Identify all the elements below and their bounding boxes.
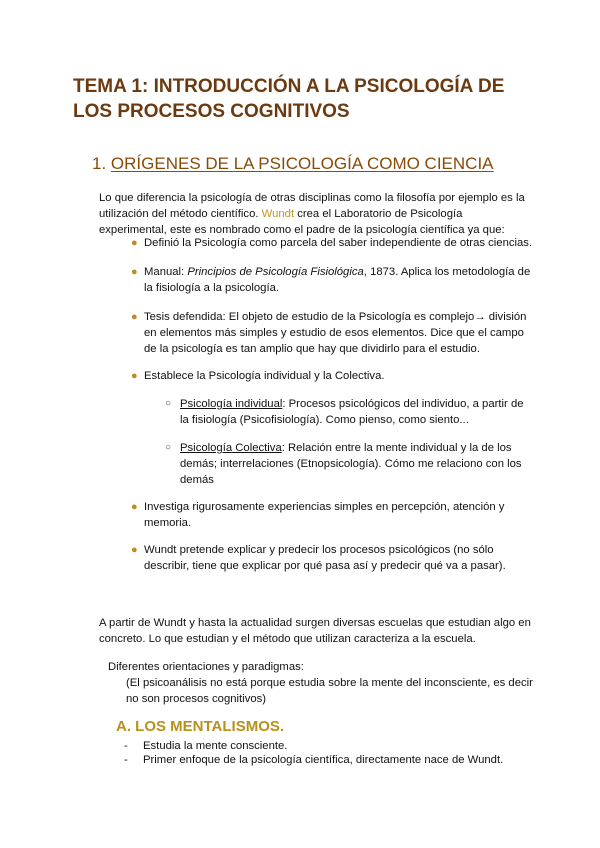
section-a-heading: A. LOS MENTALISMOS.	[116, 718, 285, 735]
title-line-2: LOS PROCESOS COGNITIVOS	[73, 101, 350, 122]
list-item	[131, 499, 544, 531]
bullet-text-line-2: describir, tiene que explicar por qué pasa así y predecir qué va a pasar).	[144, 560, 506, 572]
sub-item-label: Psicología individual	[180, 398, 283, 410]
schools-line-1: A partir de Wundt y hasta la actualidad surgen diversas escuelas que estudian algo en	[99, 617, 531, 629]
document-title	[73, 74, 553, 124]
bullet-icon: ●	[131, 237, 138, 249]
sub-item-text-line-1: : Relación entre la mente individual y la de los	[281, 442, 512, 454]
bullet-icon: ●	[131, 311, 138, 323]
list-item	[131, 368, 544, 384]
section-1-number: 1.	[92, 154, 107, 173]
bullet-icon: ●	[131, 266, 138, 278]
list-item	[131, 309, 554, 357]
orientations-note-line-1: (El psicoanálisis no está porque estudia sobre la mente del inconsciente, es decir	[126, 677, 533, 689]
orientations-heading: Diferentes orientaciones y paradigmas:	[108, 661, 304, 673]
sub-item-text-line-2: la fisiología (Psicofisiología). Como pienso, como siento...	[180, 414, 469, 426]
bullet-text-line-2: en elementos más simples y estudio de esos elementos. Dice que el campo	[144, 327, 524, 339]
intro-line-1: Lo que diferencia la psicología de otras disciplinas como la filosofía por ejemplo es la	[99, 192, 525, 204]
dash-marker: -	[124, 754, 128, 766]
bullet-text-pre: Manual:	[144, 266, 188, 278]
section-1-heading	[92, 154, 494, 174]
bullet-text-line-2: memoria.	[144, 517, 192, 529]
sub-item-label: Psicología Colectiva	[180, 442, 282, 454]
bullet-text-line-1: Wundt pretende explicar y predecir los procesos psicológicos (no sólo	[144, 544, 494, 556]
bullet-text-line-1: Tesis defendida: El objeto de estudio de la Psicología es complejo→ división	[144, 311, 527, 323]
intro-paragraph	[99, 190, 539, 238]
sub-list-item	[165, 440, 550, 488]
sub-item-text-line-3: demás	[180, 474, 214, 486]
title-line-1: TEMA 1: INTRODUCCIÓN A LA PSICOLOGÍA DE	[73, 76, 505, 97]
dash-marker: -	[124, 740, 128, 752]
orientations-note-line-2: no son procesos cognitivos)	[126, 693, 267, 705]
dash-item-text: Estudia la mente consciente.	[143, 740, 288, 752]
list-item	[131, 264, 544, 296]
sub-item-text-line-1: : Procesos psicológicos del individuo, a partir de	[282, 398, 524, 410]
bullet-icon: ●	[131, 370, 138, 382]
sub-bullet-icon: ○	[165, 442, 172, 453]
sub-list-item	[165, 396, 550, 428]
bullet-text: Definió la Psicología como parcela del saber independiente de otras ciencias.	[144, 237, 533, 249]
intro-line-3: experimental, este es nombrado como el padre de la psicología científica ya que:	[99, 224, 505, 236]
dash-item-text: Primer enfoque de la psicología científica, directamente nace de Wundt.	[143, 754, 504, 766]
schools-line-2: concreto. Lo que estudian y el método que utilizan caracteriza a la escuela.	[99, 633, 476, 645]
sub-item-text-line-2: demás; interrelaciones (Etnopsicología). Cómo me relaciono con los	[180, 458, 522, 470]
intro-line-2a: utilización del método científico.	[99, 208, 262, 220]
bullet-text-post: , 1873. Aplica los metodología de	[363, 266, 531, 278]
list-item	[131, 542, 554, 574]
list-item	[131, 235, 544, 251]
intro-line-2b: crea el Laboratorio de Psicología	[294, 208, 463, 220]
bullet-text-line-3: de la psicología es tan amplio que hay que dividirlo para el estudio.	[144, 343, 480, 355]
sub-bullet-icon: ○	[165, 398, 172, 409]
schools-paragraph	[99, 615, 539, 647]
bullet-text-line-2: la fisiología a la psicología.	[144, 282, 280, 294]
bullet-text: Establece la Psicología individual y la Colectiva.	[144, 370, 385, 382]
bullet-text-line-1: Investiga rigurosamente experiencias simples en percepción, atención y	[144, 501, 505, 513]
list-item	[124, 752, 553, 768]
book-title: Principios de Psicología Fisiológica	[187, 266, 364, 278]
bullet-icon: ●	[131, 544, 138, 556]
section-1-title: ORÍGENES DE LA PSICOLOGÍA COMO CIENCIA	[110, 154, 494, 173]
orientations-paragraph	[108, 659, 538, 707]
bullet-icon: ●	[131, 501, 138, 513]
wundt-highlight: Wundt	[261, 208, 295, 220]
